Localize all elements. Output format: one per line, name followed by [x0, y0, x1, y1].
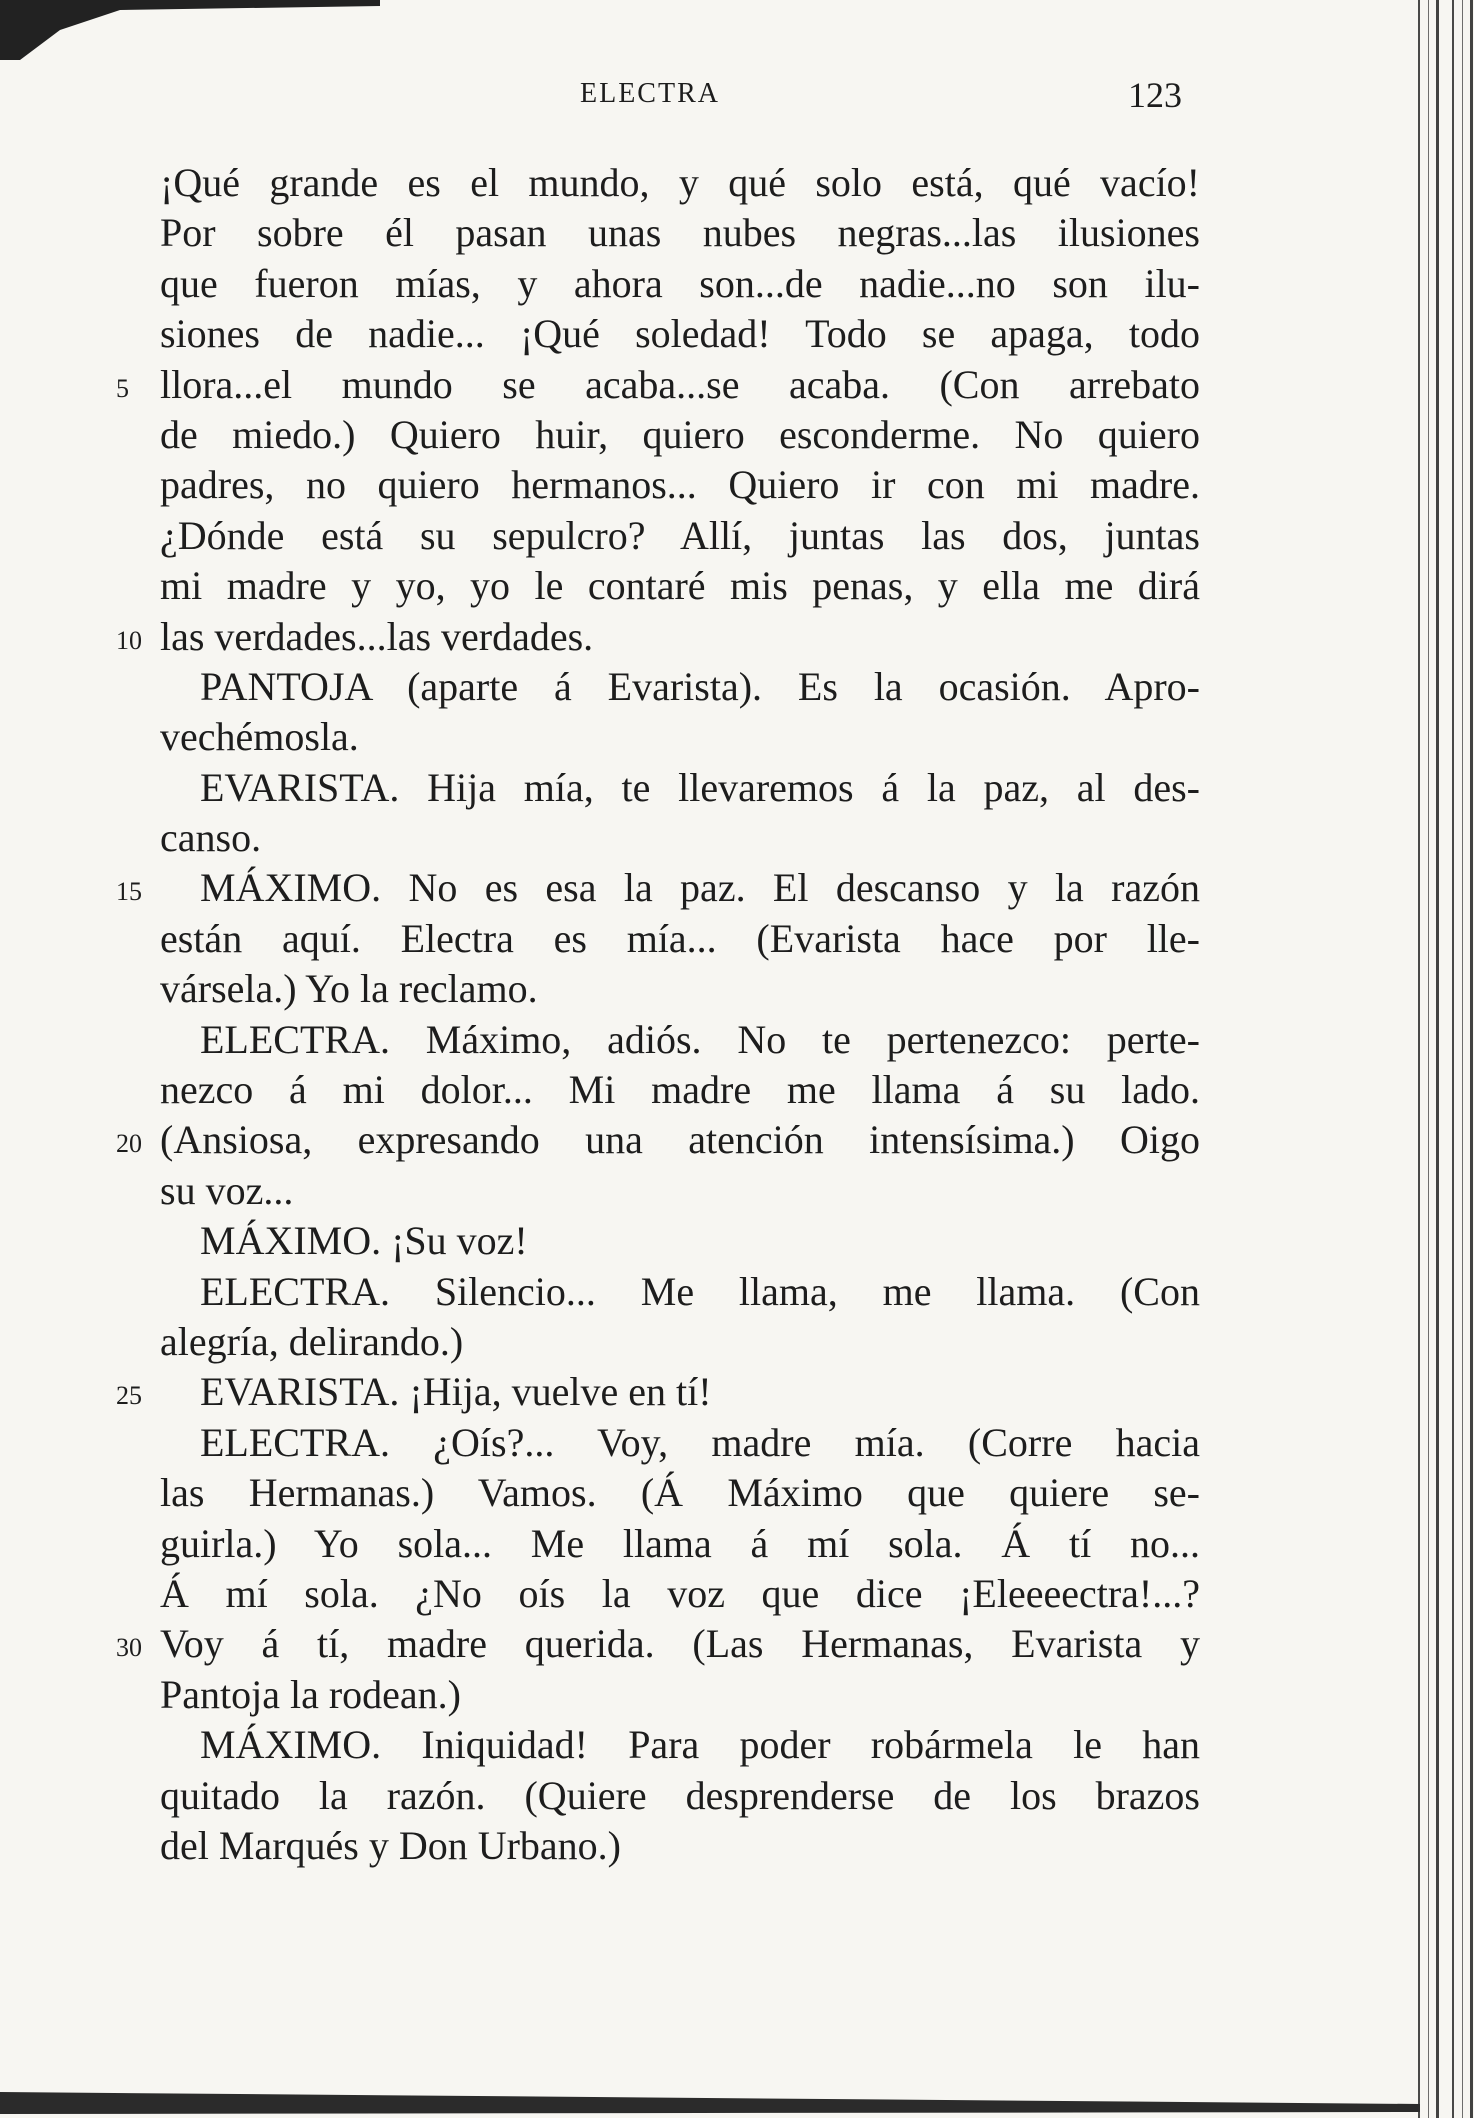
text-line — [116, 863, 1200, 913]
text-line — [160, 813, 1200, 863]
line-text: las Hermanas.) Vamos. (Á Máximo que quiere se- — [160, 1470, 1200, 1516]
scan-edge-mark-bottom — [0, 2078, 1420, 2118]
text-line — [160, 1569, 1200, 1619]
line-text: canso. — [160, 815, 262, 861]
line-text: MÁXIMO. No es esa la paz. El descanso y la razón — [200, 865, 1200, 911]
text-line — [160, 309, 1200, 359]
line-text: del Marqués y Don Urbano.) — [160, 1822, 621, 1868]
text-line — [116, 1115, 1200, 1165]
line-number: 10 — [116, 625, 142, 655]
line-number: 5 — [116, 373, 129, 403]
line-text: Voy á tí, madre querida. (Las Hermanas, Evarista y — [160, 1621, 1200, 1667]
text-line — [160, 511, 1200, 561]
line-text: mi madre y yo, yo le contaré mis penas, y ella me dirá — [160, 563, 1200, 609]
text-line — [116, 360, 1200, 410]
text-line — [160, 460, 1200, 510]
line-text: ¿Dónde está su sepulcro? Allí, juntas las dos, juntas — [160, 512, 1200, 558]
line-text: están aquí. Electra es mía... (Evarista hace por lle- — [160, 915, 1200, 961]
line-text: EVARISTA. Hija mía, te llevaremos á la paz, al des- — [200, 764, 1200, 810]
text-line — [160, 561, 1200, 611]
line-text: vechémosla. — [160, 714, 359, 760]
text-line — [160, 712, 1200, 762]
line-text: que fueron mías, y ahora son...de nadie...no son ilu- — [160, 260, 1200, 306]
text-line — [160, 964, 1200, 1014]
text-line — [116, 1619, 1200, 1669]
line-text: ELECTRA. Máximo, adiós. No te pertenezco: perte- — [200, 1016, 1200, 1062]
text-line — [160, 1418, 1200, 1468]
line-text: Por sobre él pasan unas nubes negras...las ilusiones — [160, 210, 1200, 256]
line-text: guirla.) Yo sola... Me llama á mí sola. Á tí no... — [160, 1520, 1200, 1566]
line-text: ¡Qué grande es el mundo, y qué solo está, qué vacío! — [160, 160, 1200, 205]
text-line — [160, 208, 1200, 258]
line-text: Pantoja la rodean.) — [160, 1671, 461, 1717]
line-text: vársela.) Yo la reclamo. — [160, 966, 538, 1012]
line-text: llora...el mundo se acaba...se acaba. (Con arrebato — [160, 361, 1200, 407]
text-line — [160, 1821, 1200, 1871]
line-text: de miedo.) Quiero huir, quiero esconderme. No quiero — [160, 411, 1200, 457]
text-line — [160, 1216, 1200, 1266]
line-text: las verdades...las verdades. — [160, 613, 594, 659]
text-line — [160, 1720, 1200, 1770]
scan-edge-mark-top — [0, 0, 380, 70]
line-text: Á mí sola. ¿No oís la voz que dice ¡Eleeeectra!...? — [160, 1570, 1200, 1616]
text-line — [160, 1670, 1200, 1720]
text-line — [116, 612, 1200, 662]
text-line — [160, 1519, 1200, 1569]
line-number: 30 — [116, 1633, 142, 1663]
text-line — [116, 1367, 1200, 1417]
line-number: 15 — [116, 877, 142, 907]
text-line — [160, 1267, 1200, 1317]
text-line — [160, 1065, 1200, 1115]
page-number: 123 — [1128, 75, 1182, 115]
line-text: ELECTRA. Silencio... Me llama, me llama. (Con — [200, 1268, 1200, 1314]
text-line — [160, 1015, 1200, 1065]
text-line — [160, 259, 1200, 309]
line-text: PANTOJA (aparte á Evarista). Es la ocasión. Apro- — [200, 663, 1200, 709]
text-line — [160, 662, 1200, 712]
text-line — [160, 1468, 1200, 1518]
line-text: alegría, delirando.) — [160, 1318, 464, 1364]
text-line — [160, 410, 1200, 460]
line-text: MÁXIMO. ¡Su voz! — [200, 1218, 528, 1264]
body-text — [116, 158, 1200, 1871]
text-line — [160, 158, 1200, 208]
running-head: ELECTRA — [580, 78, 720, 109]
line-text: (Ansiosa, expresando una atención intensísima.) Oigo — [160, 1117, 1200, 1163]
text-line — [160, 763, 1200, 813]
line-text: padres, no quiero hermanos... Quiero ir con mi madre. — [160, 462, 1200, 508]
binding-shadow — [1412, 0, 1474, 2118]
text-line — [160, 914, 1200, 964]
line-text: ELECTRA. ¿Oís?... Voy, madre mía. (Corre hacia — [200, 1419, 1200, 1465]
line-number: 25 — [116, 1381, 142, 1411]
line-text: su voz... — [160, 1167, 294, 1213]
line-number: 20 — [116, 1129, 142, 1159]
line-text: EVARISTA. ¡Hija, vuelve en tí! — [200, 1369, 712, 1415]
line-text: siones de nadie... ¡Qué soledad! Todo se apaga, todo — [160, 311, 1200, 357]
line-text: nezco á mi dolor... Mi madre me llama á su lado. — [160, 1067, 1200, 1113]
line-text: quitado la razón. (Quiere desprenderse de los brazos — [160, 1772, 1200, 1818]
line-text: MÁXIMO. Iniquidad! Para poder robármela le han — [200, 1722, 1200, 1768]
text-line — [160, 1166, 1200, 1216]
text-line — [160, 1771, 1200, 1821]
text-line — [160, 1317, 1200, 1367]
